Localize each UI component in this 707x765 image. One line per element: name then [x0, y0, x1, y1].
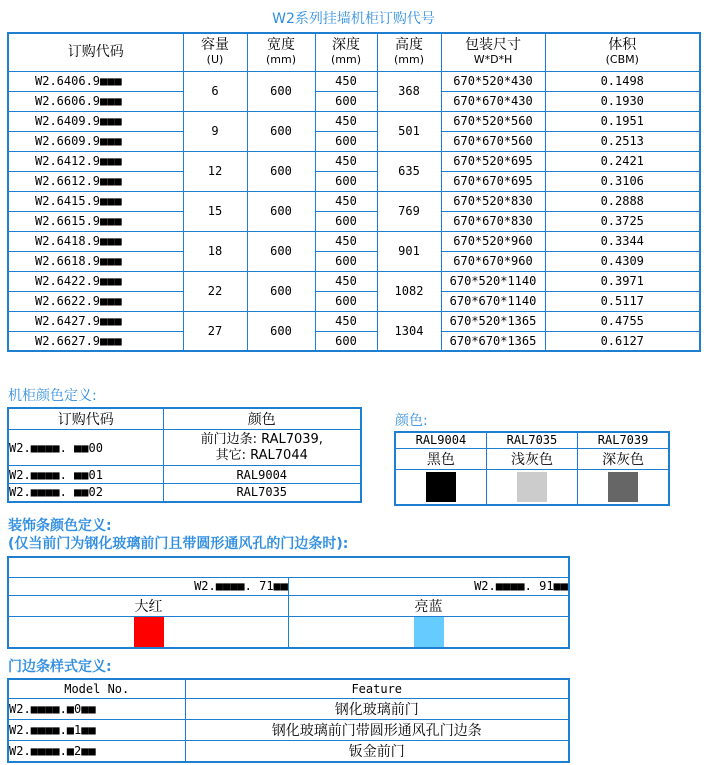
table-row [8, 71, 700, 91]
model-code: W2.■■■■.■0■■ [8, 698, 185, 719]
package-size-cell: 670*520*1365 [441, 311, 545, 331]
package-size-cell: 670*520*560 [441, 111, 545, 131]
feature-text: 钢化玻璃前门带圆形通风孔门边条 [185, 719, 569, 740]
capacity-cell: 22 [183, 271, 247, 311]
order-code: W2.6427.9■■■ [8, 311, 183, 331]
volume-cell: 0.5117 [545, 291, 700, 311]
ral-code: RAL9004 [395, 432, 486, 448]
volume-cell: 0.1498 [545, 71, 700, 91]
capacity-cell: 6 [183, 71, 247, 111]
blank-row [8, 557, 569, 577]
height-cell: 901 [377, 231, 441, 271]
package-size-cell: 670*670*830 [441, 211, 545, 231]
table-row [8, 151, 700, 171]
volume-cell: 0.2421 [545, 151, 700, 171]
table-row [8, 171, 700, 191]
package-size-cell: 670*520*960 [441, 231, 545, 251]
width-cell: 600 [247, 231, 315, 271]
volume-cell: 0.3725 [545, 211, 700, 231]
cabinet-color-heading: 机柜颜色定义: [8, 388, 97, 404]
model-code: W2.■■■■.■2■■ [8, 740, 185, 762]
depth-cell: 600 [315, 331, 377, 351]
column-header-title: 深度 [332, 37, 360, 54]
color-legend-table [394, 431, 670, 506]
order-code: W2.6422.9■■■ [8, 271, 183, 291]
depth-cell: 600 [315, 131, 377, 151]
column-header [441, 33, 545, 71]
table-row [8, 211, 700, 231]
order-code: W2.6412.9■■■ [8, 151, 183, 171]
color-value: 其它: RAL7044 [215, 447, 308, 463]
column-header [545, 33, 700, 71]
column-header-unit: W*D*H [473, 53, 513, 67]
order-code: W2.6609.9■■■ [8, 131, 183, 151]
column-header-title: 体积 [608, 37, 637, 54]
order-code: W2.6406.9■■■ [8, 71, 183, 91]
order-code: W2.■■■■. ■■00 [8, 430, 163, 466]
capacity-cell: 27 [183, 311, 247, 351]
package-size-cell: 670*670*560 [441, 131, 545, 151]
column-header-title: 容量 [201, 37, 229, 54]
cabinet-order-table [7, 32, 701, 352]
height-cell: 1304 [377, 311, 441, 351]
column-header-title: 高度 [395, 37, 423, 54]
package-size-cell: 670*520*695 [441, 151, 545, 171]
volume-cell: 0.4309 [545, 251, 700, 271]
depth-cell: 450 [315, 191, 377, 211]
capacity-cell: 18 [183, 231, 247, 271]
depth-cell: 600 [315, 251, 377, 271]
column-header-title: 宽度 [267, 37, 295, 54]
color-value: RAL7035 [163, 484, 361, 502]
column-header: 颜色 [163, 408, 361, 430]
column-header-unit: (mm) [265, 53, 296, 67]
volume-cell: 0.2888 [545, 191, 700, 211]
order-code: W2.6615.9■■■ [8, 211, 183, 231]
trim-code: W2.■■■■. 71■■ [8, 577, 289, 595]
swatch-cell [395, 469, 486, 505]
width-cell: 600 [247, 111, 315, 151]
column-header-title: 订购代码 [67, 43, 124, 60]
table-row [8, 311, 700, 331]
height-cell: 1082 [377, 271, 441, 311]
height-cell: 635 [377, 151, 441, 191]
column-header-title: 包装尺寸 [465, 37, 521, 54]
width-cell: 600 [247, 191, 315, 231]
color-name: 深灰色 [578, 448, 669, 469]
package-size-cell: 670*670*430 [441, 91, 545, 111]
door-style-heading: 门边条样式定义: [8, 659, 112, 675]
column-header-unit: (U) [206, 53, 224, 67]
package-size-cell: 670*670*1140 [441, 291, 545, 311]
color-legend-heading: 颜色: [395, 413, 428, 429]
order-code: W2.6418.9■■■ [8, 231, 183, 251]
column-header [315, 33, 377, 71]
volume-cell: 0.3971 [545, 271, 700, 291]
door-style-table [7, 678, 570, 763]
depth-cell: 450 [315, 271, 377, 291]
column-header-unit: (CBM) [605, 53, 639, 67]
package-size-cell: 670*670*1365 [441, 331, 545, 351]
column-header-unit: (mm) [330, 53, 361, 67]
depth-cell: 450 [315, 311, 377, 331]
order-code: W2.6415.9■■■ [8, 191, 183, 211]
column-header [247, 33, 315, 71]
column-header: Feature [185, 679, 569, 698]
column-header [377, 33, 441, 71]
package-size-cell: 670*520*1140 [441, 271, 545, 291]
width-cell: 600 [247, 271, 315, 311]
depth-cell: 600 [315, 171, 377, 191]
order-code: W2.■■■■. ■■02 [8, 484, 163, 502]
table-row [8, 91, 700, 111]
model-code: W2.■■■■.■1■■ [8, 719, 185, 740]
trim-color-heading: 装饰条颜色定义: [8, 518, 112, 534]
table-row [8, 131, 700, 151]
color-swatch [608, 472, 638, 502]
order-code: W2.6606.9■■■ [8, 91, 183, 111]
red-swatch [134, 617, 164, 647]
table-row [8, 291, 700, 311]
ral-code: RAL7035 [486, 432, 577, 448]
feature-text: 钣金前门 [185, 740, 569, 762]
width-cell: 600 [247, 71, 315, 111]
volume-cell: 0.1951 [545, 111, 700, 131]
column-header: 订购代码 [8, 408, 163, 430]
table-row [8, 251, 700, 271]
table-row [8, 331, 700, 351]
color-name: 黑色 [395, 448, 486, 469]
cabinet-color-table [7, 407, 362, 503]
order-code: W2.6612.9■■■ [8, 171, 183, 191]
package-size-cell: 670*670*695 [441, 171, 545, 191]
depth-cell: 450 [315, 231, 377, 251]
color-swatch [426, 472, 456, 502]
trim-color-table [7, 556, 570, 649]
table-row [8, 271, 700, 291]
depth-cell: 600 [315, 211, 377, 231]
depth-cell: 450 [315, 71, 377, 91]
column-header: Model No. [8, 679, 185, 698]
height-cell: 368 [377, 71, 441, 111]
volume-cell: 0.3106 [545, 171, 700, 191]
page-title: W2系列挂墙机柜订购代号 [272, 11, 435, 27]
table-row [8, 231, 700, 251]
order-code: W2.6627.9■■■ [8, 331, 183, 351]
height-cell: 501 [377, 111, 441, 151]
color-name: 浅灰色 [486, 448, 577, 469]
package-size-cell: 670*670*960 [441, 251, 545, 271]
column-header-unit: (mm) [393, 53, 424, 67]
volume-cell: 0.6127 [545, 331, 700, 351]
swatch-cell [578, 469, 669, 505]
depth-cell: 600 [315, 291, 377, 311]
volume-cell: 0.1930 [545, 91, 700, 111]
depth-cell: 600 [315, 91, 377, 111]
package-size-cell: 670*520*430 [441, 71, 545, 91]
order-code: W2.■■■■. ■■01 [8, 466, 163, 484]
color-swatch [517, 472, 547, 502]
color-value: RAL9004 [163, 466, 361, 484]
trim-color-name: 亮蓝 [289, 595, 570, 616]
depth-cell: 450 [315, 151, 377, 171]
table-row [8, 111, 700, 131]
order-code: W2.6618.9■■■ [8, 251, 183, 271]
package-size-cell: 670*520*830 [441, 191, 545, 211]
width-cell: 600 [247, 311, 315, 351]
volume-cell: 0.2513 [545, 131, 700, 151]
order-code: W2.6622.9■■■ [8, 291, 183, 311]
capacity-cell: 9 [183, 111, 247, 151]
trim-color-name: 大红 [8, 595, 289, 616]
height-cell: 769 [377, 191, 441, 231]
trim-code: W2.■■■■. 91■■ [289, 577, 570, 595]
feature-text: 钢化玻璃前门 [185, 698, 569, 719]
capacity-cell: 15 [183, 191, 247, 231]
order-code: W2.6409.9■■■ [8, 111, 183, 131]
color-value: 前门边条: RAL7039, [200, 431, 323, 447]
blue-swatch [414, 617, 444, 647]
capacity-cell: 12 [183, 151, 247, 191]
volume-cell: 0.3344 [545, 231, 700, 251]
column-header [8, 33, 183, 71]
ral-code: RAL7039 [578, 432, 669, 448]
depth-cell: 450 [315, 111, 377, 131]
column-header [183, 33, 247, 71]
swatch-cell [486, 469, 577, 505]
volume-cell: 0.4755 [545, 311, 700, 331]
width-cell: 600 [247, 151, 315, 191]
table-row [8, 191, 700, 211]
trim-color-note: (仅当前门为钢化玻璃前门且带圆形通风孔的门边条时): [8, 536, 349, 552]
